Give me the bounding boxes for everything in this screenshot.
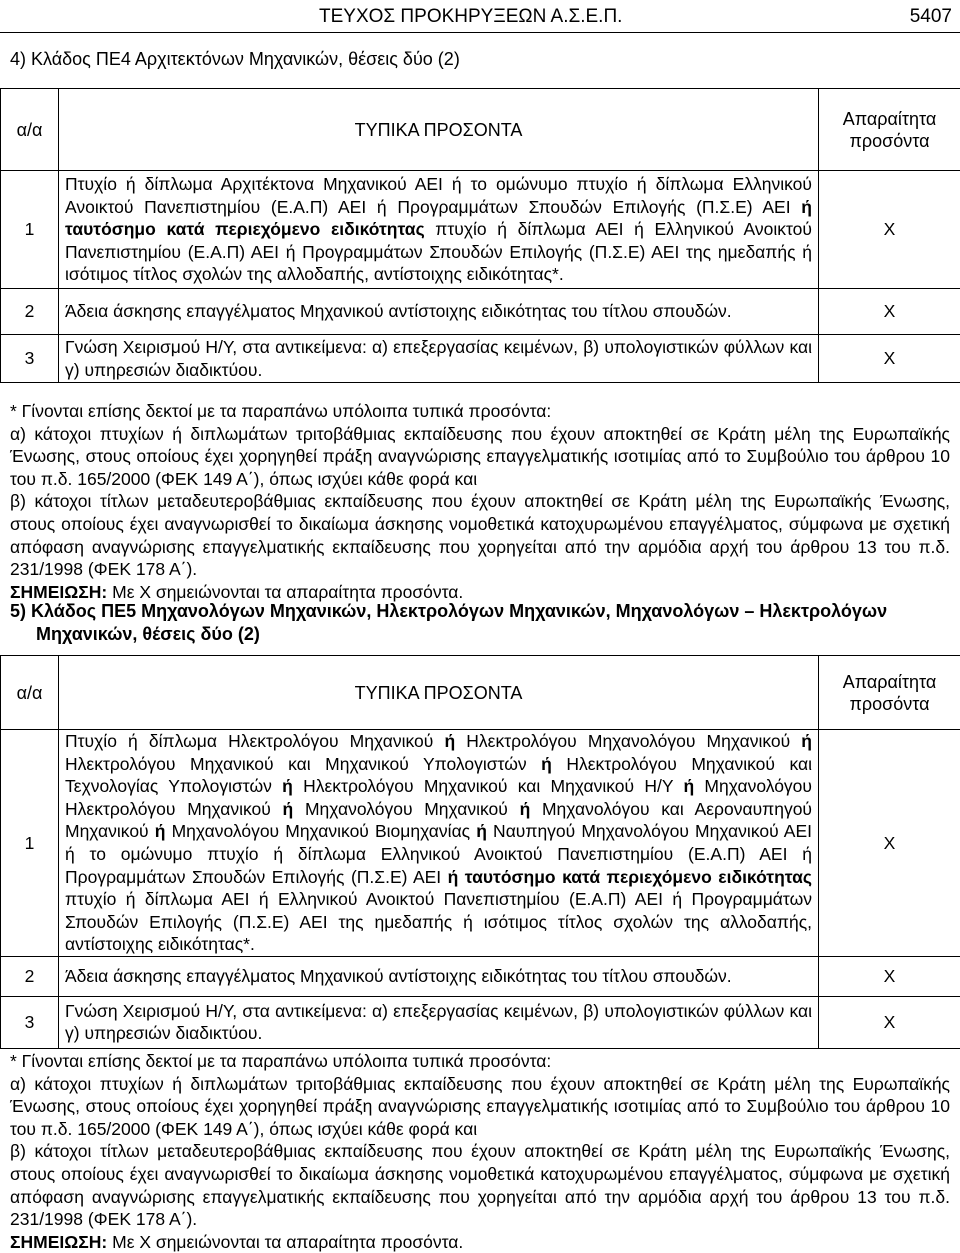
row-number: 3: [1, 996, 59, 1048]
row-number: 2: [1, 289, 59, 335]
notes-item-a: α) κάτοχοι πτυχίων ή διπλωμάτων τριτοβάθμιας εκπαίδευσης που έχουν αποκτηθεί σε Κράτη μέλη της Ευρωπαϊκής Ένωσης, στους οποίους έχει χορηγηθεί πράξη αναγνώρισης επαγγελματικής ισοτιμίας από το Συμβούλιο του άρθρου 10 του π.δ. 165/2000 (ΦΕΚ 149 Α΄), όπως ισχύει κάθε φορά και: [10, 423, 950, 491]
remark: ΣΗΜΕΙΩΣΗ: Με Χ σημειώνονται τα απαραίτητα προσόντα.: [10, 581, 950, 604]
notes-item-b: β) κάτοχοι τίτλων μεταδευτεροβάθμιας εκπαίδευσης που έχουν αποκτηθεί σε Κράτη μέλη της Ευρωπαϊκής Ένωσης, στους οποίους έχει αναγνωρισθεί το δικαίωμα άσκησης νομοθετικά κατοχυρωμένου επαγγέλματος, σύμφωνα με σχετική απόφαση αναγνώρισης επαγγελματικής εκπαίδευσης που χορηγείται από την αρμόδια αρχή του άρθρου 13 του π.δ. 231/1998 (ΦΕΚ 178 Α΄).: [10, 1140, 950, 1230]
row-number: 1: [1, 730, 59, 957]
page-number: 5407: [910, 6, 952, 29]
required-mark: Χ: [819, 335, 960, 383]
col-required: Απαραίτητα προσόντα: [819, 89, 960, 171]
table-header-row: [1, 656, 960, 730]
table-row: [1, 335, 960, 383]
required-mark: Χ: [819, 956, 960, 996]
row-text: Γνώση Χειρισμού Η/Υ, στα αντικείμενα: α) επεξεργασίας κειμένων, β) υπολογιστικών φύλλων και γ) υπηρεσιών διαδικτύου.: [59, 996, 819, 1048]
row-number: 1: [1, 171, 59, 289]
col-number: α/α: [1, 89, 59, 171]
remark-label: ΣΗΜΕΙΩΣΗ:: [10, 1232, 107, 1252]
row-text: Άδεια άσκησης επαγγέλματος Μηχανικού αντίστοιχης ειδικότητας του τίτλου σπουδών.: [59, 289, 819, 335]
table-row: [1, 289, 960, 335]
section5-heading: 5) Κλάδος ΠΕ5 Μηχανολόγων Μηχανικών, Ηλεκτρολόγων Μηχανικών, Μηχανολόγων – Ηλεκτρολόγων Μηχανικών, θέσεις δύο (2): [10, 600, 950, 646]
row-number: 3: [1, 335, 59, 383]
table-row: [1, 996, 960, 1048]
row-text: Πτυχίο ή δίπλωμα Αρχιτέκτονα Μηχανικού ΑΕΙ ή το ομώνυμο πτυχίο ή δίπλωμα Ελληνικού Ανοικτού Πανεπιστημίου (Ε.Α.Π) ΑΕΙ ή Προγραμμάτων Σπουδών Επιλογής (Π.Σ.Ε) ΑΕΙ ή ταυτόσημο κατά περιεχόμενο ειδικότητας πτυχίο ή δίπλωμα ΑΕΙ ή Ελληνικού Ανοικτού Πανεπιστημίου (Ε.Α.Π) ΑΕΙ ή Προγραμμάτων Σπουδών Επιλογής (Π.Σ.Ε) ΑΕΙ της ημεδαπής ή ισότιμος τίτλος σχολών της αλλοδαπής, αντίστοιχης ειδικότητας*.: [59, 171, 819, 289]
table-row: [1, 730, 960, 957]
remark-label: ΣΗΜΕΙΩΣΗ:: [10, 582, 107, 602]
col-qualifications: ΤΥΠΙΚΑ ΠΡΟΣΟΝΤΑ: [59, 89, 819, 171]
col-qualifications: ΤΥΠΙΚΑ ΠΡΟΣΟΝΤΑ: [59, 656, 819, 730]
remark: ΣΗΜΕΙΩΣΗ: Με Χ σημειώνονται τα απαραίτητα προσόντα.: [10, 1231, 950, 1253]
required-mark: Χ: [819, 996, 960, 1048]
section4-notes: [10, 400, 950, 603]
notes-item-a: α) κάτοχοι πτυχίων ή διπλωμάτων τριτοβάθμιας εκπαίδευσης που έχουν αποκτηθεί σε Κράτη μέλη της Ευρωπαϊκής Ένωσης, στους οποίους έχει χορηγηθεί πράξη αναγνώρισης επαγγελματικής ισοτιμίας από το Συμβούλιο του άρθρου 10 του π.δ. 165/2000 (ΦΕΚ 149 Α΄), όπως ισχύει κάθε φορά και: [10, 1073, 950, 1141]
gazette-title: ΤΕΥΧΟΣ ΠΡΟΚΗΡΥΞΕΩΝ Α.Σ.Ε.Π.: [319, 6, 622, 29]
required-mark: Χ: [819, 730, 960, 957]
row-text: Άδεια άσκησης επαγγέλματος Μηχανικού αντίστοιχης ειδικότητας του τίτλου σπουδών.: [59, 956, 819, 996]
row-number: 2: [1, 956, 59, 996]
header-rule: [0, 32, 960, 33]
section5-notes: [10, 1050, 950, 1253]
notes-intro: * Γίνονται επίσης δεκτοί με τα παραπάνω υπόλοιπα τυπικά προσόντα:: [10, 1050, 950, 1073]
col-number: α/α: [1, 656, 59, 730]
notes-intro: * Γίνονται επίσης δεκτοί με τα παραπάνω υπόλοιπα τυπικά προσόντα:: [10, 400, 950, 423]
bold-phrase: ή ταυτόσημο κατά περιεχόμενο ειδικότητας: [65, 197, 812, 240]
bold-phrase: ή ταυτόσημο κατά περιεχόμενο ειδικότητας: [448, 867, 812, 887]
notes-item-b: β) κάτοχοι τίτλων μεταδευτεροβάθμιας εκπαίδευσης που έχουν αποκτηθεί σε Κράτη μέλη της Ευρωπαϊκής Ένωσης, στους οποίους έχει αναγνωρισθεί το δικαίωμα άσκησης νομοθετικά κατοχυρωμένου επαγγέλματος, σύμφωνα με σχετική απόφαση αναγνώρισης επαγγελματικής εκπαίδευσης που χορηγείται από την αρμόδια αρχή του άρθρου 13 του π.δ. 231/1998 (ΦΕΚ 178 Α΄).: [10, 490, 950, 580]
section4-heading: 4) Κλάδος ΠΕ4 Αρχιτεκτόνων Μηχανικών, θέσεις δύο (2): [10, 48, 950, 71]
row-text: Γνώση Χειρισμού Η/Υ, στα αντικείμενα: α) επεξεργασίας κειμένων, β) υπολογιστικών φύλλων και γ) υπηρεσιών διαδικτύου.: [59, 335, 819, 383]
section4-table: [0, 88, 960, 383]
required-mark: Χ: [819, 289, 960, 335]
page-header: [0, 6, 960, 30]
table-row: [1, 956, 960, 996]
required-mark: Χ: [819, 171, 960, 289]
row-text: Πτυχίο ή δίπλωμα Ηλεκτρολόγου Μηχανικού ή Ηλεκτρολόγου Μηχανολόγου Μηχανικού ή Ηλεκτρολόγου Μηχανικού και Μηχανικού Υπολογιστών ή Ηλεκτρολόγου Μηχανικού και Τεχνολογίας Υπολογιστών ή Ηλεκτρολόγου Μηχανικού και Μηχανικού Η/Υ ή Μηχανολόγου Ηλεκτρολόγου Μηχανικού ή Μηχανολόγου Μηχανικού ή Μηχανολόγου και Αεροναυπηγού Μηχανικού ή Μηχανολόγου Μηχανικού Βιομηχανίας ή Ναυπηγού Μηχανολόγου Μηχανικού ΑΕΙ ή το ομώνυμο πτυχίο ή δίπλωμα Ελληνικού Ανοικτού Πανεπιστημίου (Ε.Α.Π) ΑΕΙ ή Προγραμμάτων Σπουδών Επιλογής (Π.Σ.Ε) ΑΕΙ ή ταυτόσημο κατά περιεχόμενο ειδικότητας πτυχίο ή δίπλωμα ΑΕΙ ή Ελληνικού Ανοικτού Πανεπιστημίου (Ε.Α.Π) ΑΕΙ ή Προγραμμάτων Σπουδών Επιλογής (Π.Σ.Ε) ΑΕΙ της ημεδαπής ή ισότιμος τίτλος σχολών της αλλοδαπής, αντίστοιχης ειδικότητας*.: [59, 730, 819, 957]
col-required: Απαραίτητα προσόντα: [819, 656, 960, 730]
table-header-row: [1, 89, 960, 171]
table-row: [1, 171, 960, 289]
section5-table: [0, 655, 960, 1049]
